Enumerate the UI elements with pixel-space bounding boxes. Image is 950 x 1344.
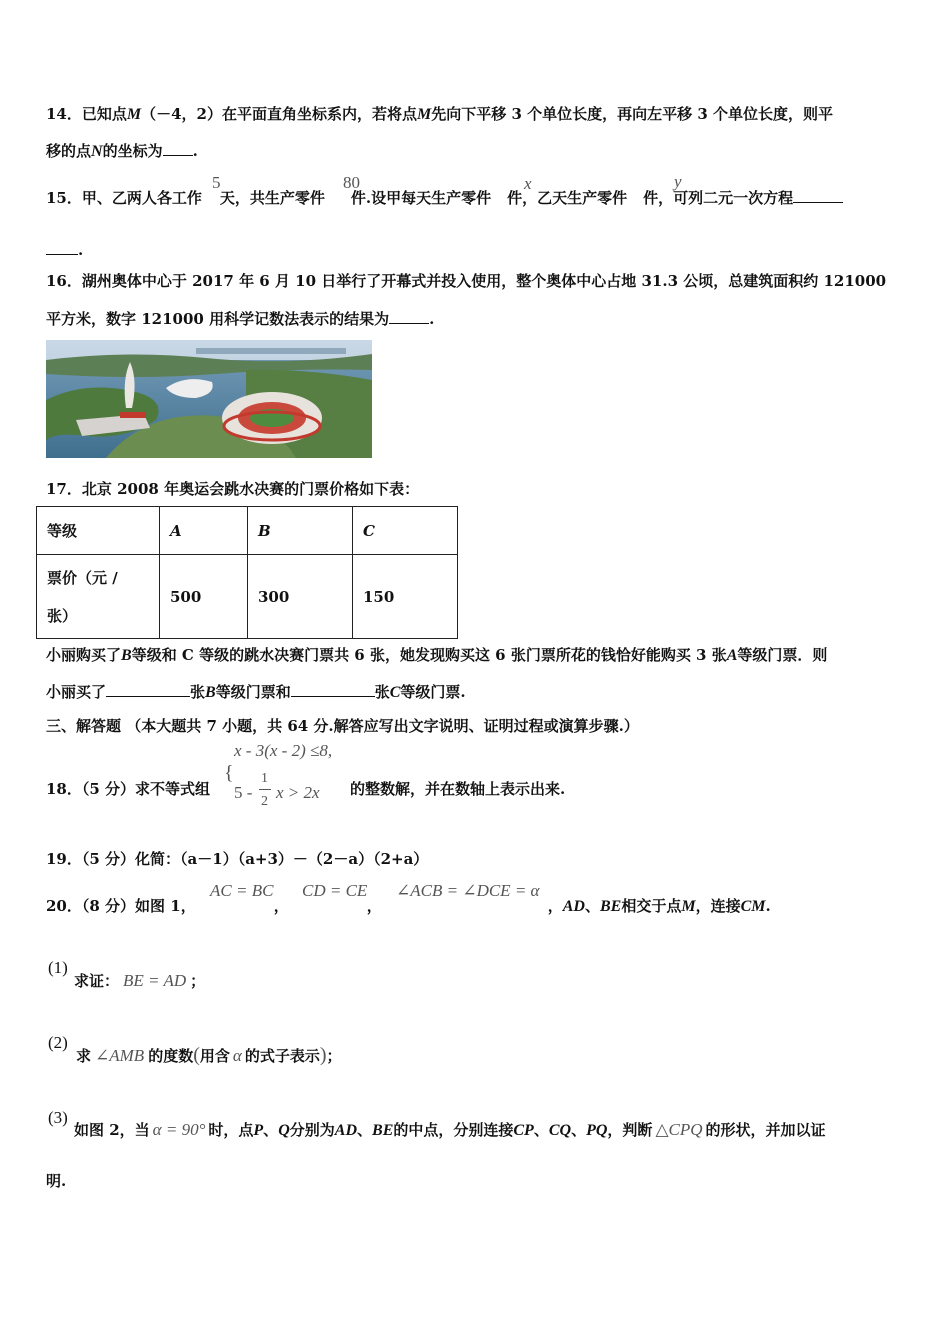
- q18-frac-den: 2: [261, 794, 268, 809]
- part-3-dun: 、: [263, 1121, 279, 1139]
- q15-text: 件，可列二元一次方程: [643, 189, 794, 207]
- segment-cm: CM: [740, 898, 766, 915]
- q15-text: 件.设甲每天生产零件: [350, 189, 492, 207]
- point-q: Q: [278, 1122, 290, 1139]
- part-2-text: 求: [76, 1047, 92, 1065]
- table-cell-price-label: [37, 555, 160, 639]
- grade-c: C: [389, 684, 401, 701]
- part-2-text: 用含: [199, 1047, 230, 1065]
- q16-line2: [46, 308, 434, 329]
- part-2-number: (2): [48, 1033, 68, 1052]
- q20-end: .: [765, 897, 771, 915]
- q14-end: .: [192, 142, 198, 160]
- q17-blank-b-count[interactable]: [106, 682, 190, 697]
- price-label-line1: 票价（元 /: [47, 568, 118, 587]
- segment-ad: AD: [334, 1122, 357, 1139]
- q15-text: 15．甲、乙两人各工作: [46, 189, 202, 207]
- q16-answer-blank[interactable]: [389, 309, 429, 324]
- part-3-line2: 明.: [46, 1172, 67, 1190]
- q18-line: [46, 778, 565, 799]
- q18-ineq2-post: x > 2x: [276, 783, 320, 802]
- table-cell-price-c: 150: [353, 555, 458, 639]
- triangle-cpq: △CPQ: [655, 1120, 703, 1139]
- q17-text: 张: [374, 683, 390, 701]
- point-p: P: [253, 1122, 264, 1139]
- part-1-line: [74, 970, 205, 991]
- part-3-text: 分别为: [289, 1121, 335, 1139]
- part-2-end: ；: [326, 1047, 342, 1065]
- part-3-dun: 、: [533, 1121, 549, 1139]
- table-cell-grade-b: B: [248, 507, 353, 555]
- q14-line1: [46, 103, 833, 124]
- table-cell-grade-label: 等级: [37, 507, 160, 555]
- q17-text: 张: [190, 683, 206, 701]
- segment-pq: PQ: [586, 1122, 608, 1139]
- q16-end: .: [429, 310, 435, 328]
- part-2-text: 的度数: [148, 1047, 194, 1065]
- q18-inequality-1: x - 3(x - 2) ≤8,: [234, 741, 333, 760]
- q15-y: y: [674, 172, 682, 191]
- table-cell-grade-c: C: [353, 507, 458, 555]
- part-3-math: α = 90°: [152, 1120, 206, 1139]
- part-3-dun: 、: [571, 1121, 587, 1139]
- q14-answer-blank[interactable]: [163, 141, 193, 156]
- q14-text: 在平面直角坐标系内，若将点: [221, 105, 417, 123]
- q17-text: 等级门票.: [400, 683, 466, 701]
- q15-answer-blank[interactable]: [793, 188, 843, 203]
- table-cell-price-b: 300: [248, 555, 353, 639]
- q15-x: x: [524, 174, 532, 193]
- point-m: M: [417, 106, 432, 123]
- q15-text: 件，乙天生产零件: [507, 189, 628, 207]
- q20-text: 20．（8 分）如图 1，: [46, 897, 196, 915]
- q14-text: 的坐标为: [102, 142, 163, 160]
- q15-answer-blank-cont[interactable]: [46, 240, 78, 255]
- part-1-text: 求证：: [74, 972, 120, 990]
- q20-comma: ，: [273, 897, 289, 915]
- part-2-math: ∠AMB: [95, 1046, 145, 1065]
- ticket-price-table: [36, 506, 458, 639]
- part-1-end: ；: [190, 972, 206, 990]
- q17-text: 小丽买了: [46, 683, 107, 701]
- q15-end: .: [78, 241, 84, 259]
- segment-ad: AD: [562, 898, 585, 915]
- stadium-aerial-photo: [46, 340, 372, 458]
- q20-line: [46, 895, 771, 916]
- q14-coords: （－4，2）: [141, 105, 222, 123]
- q18-ineq2-pre: 5 -: [234, 783, 253, 802]
- q15-five: 5: [212, 173, 221, 192]
- q20-math-ac-bc: AC = BC: [210, 881, 274, 900]
- q17-after-line2: [46, 681, 466, 702]
- q15-eighty: 80: [343, 173, 360, 192]
- part-3-dun: 、: [357, 1121, 373, 1139]
- q18-text: 的整数解，并在数轴上表示出来.: [350, 780, 566, 798]
- point-m: M: [681, 898, 696, 915]
- q17-after-line1: [46, 644, 827, 665]
- segment-be: BE: [372, 1122, 394, 1139]
- q20-comma: ，: [366, 897, 382, 915]
- q18-frac-num: 1: [261, 771, 268, 786]
- grade-b: B: [205, 684, 216, 701]
- price-label-line2: 张）: [47, 606, 78, 625]
- q14-text: 先向下平移 3 个单位长度，再向左平移 3 个单位长度，则平: [431, 105, 833, 123]
- section-3-heading: 三、解答题 （本大题共 7 小题，共 64 分.解答应写出文字说明、证明过程或演算步骤.）: [46, 717, 639, 735]
- grade-b: B: [121, 647, 132, 664]
- q17-text: 等级门票和: [215, 683, 291, 701]
- part-2-line: [76, 1044, 342, 1067]
- q17-text: 小丽购买了: [46, 646, 122, 664]
- q17-blank-c-count[interactable]: [291, 682, 375, 697]
- q14-text: 移的点: [46, 142, 92, 160]
- q18-text: 18．（5 分）求不等式组: [46, 780, 211, 798]
- part-2-paren: (: [193, 1044, 200, 1066]
- q20-math-angles: ∠ACB = ∠DCE = α: [396, 881, 540, 900]
- part-3-number: (3): [48, 1108, 68, 1127]
- part-3-text: 的中点，分别连接: [393, 1121, 514, 1139]
- q20-text: ，: [547, 897, 563, 915]
- point-m: M: [126, 106, 142, 123]
- part-2-text: 的式子表示: [244, 1047, 320, 1065]
- q15-text: 天，共生产零件: [219, 189, 325, 207]
- q17-intro: 17．北京 2008 年奥运会跳水决赛的门票价格如下表：: [46, 480, 420, 498]
- table-row-price: [37, 555, 458, 639]
- segment-cp: CP: [513, 1122, 534, 1139]
- part-3-line1: [74, 1119, 826, 1140]
- q14-line2: [46, 140, 198, 161]
- q18-brace: {: [224, 762, 234, 784]
- stadium-illustration: [46, 340, 372, 458]
- q17-text: 等级门票．则: [737, 646, 828, 664]
- part-3-text: 时，点: [208, 1121, 254, 1139]
- q15-line1: [46, 187, 843, 208]
- q16-text: 平方米，数字 121000 用科学记数法表示的结果为: [46, 310, 390, 328]
- table-cell-grade-a: A: [160, 507, 248, 555]
- q20-text: 相交于点: [621, 897, 682, 915]
- segment-be: BE: [600, 898, 622, 915]
- part-1-number: (1): [48, 958, 68, 977]
- part-1-math: BE = AD: [123, 971, 187, 990]
- q17-text: 等级和 C 等级的跳水决赛门票共 6 张，她发现购买这 6 张门票所花的钱恰好能购买 3 张: [131, 646, 727, 664]
- alpha-symbol: α: [232, 1046, 242, 1065]
- part-2-paren: ): [319, 1044, 327, 1066]
- segment-cq: CQ: [548, 1122, 572, 1139]
- table-header-row: [37, 507, 458, 555]
- q15-line2: [46, 240, 83, 259]
- q20-dun: 、: [584, 897, 600, 915]
- point-n: N: [91, 143, 103, 160]
- part-3-text: 如图 2，当: [74, 1121, 150, 1139]
- table-cell-price-a: 500: [160, 555, 248, 639]
- part-3-text: 的形状，并加以证: [705, 1121, 826, 1139]
- q20-text: ，连接: [695, 897, 741, 915]
- grade-a: A: [726, 647, 738, 664]
- q16-line1: 16．湖州奥体中心于 2017 年 6 月 10 日举行了开幕式并投入使用，整个奥体中心占地 31.3 公顷，总建筑面积约 121000: [46, 272, 887, 290]
- q19-line: 19．（5 分）化简：（a－1）（a+3）－（2－a）（2+a）: [46, 850, 429, 868]
- q14-text: 14．已知点: [46, 105, 127, 123]
- q20-math-cd-ce: CD = CE: [302, 881, 368, 900]
- part-3-text: ，判断: [607, 1121, 653, 1139]
